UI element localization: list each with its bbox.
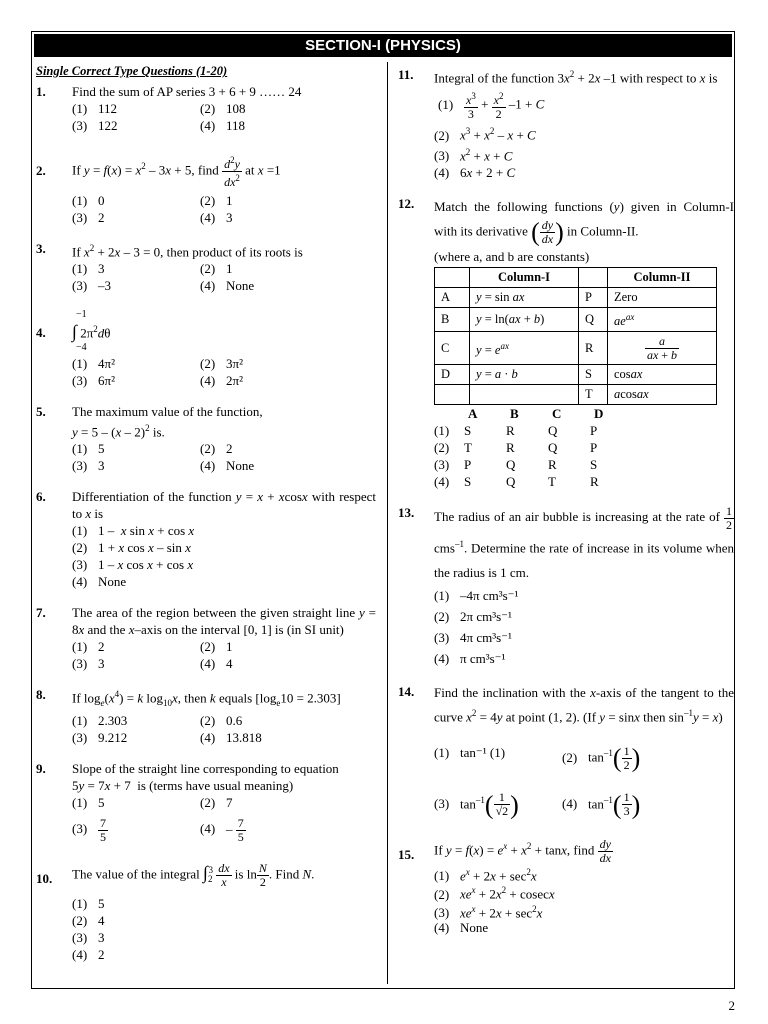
question-13: 13. The radius of an air bubble is increasing at the rate of $\frac{1}{2}$ cms$^{-1}$. Determine the rate of increase in its volume when the radius is 1 cm. (1) –4π cm³s⁻¹ (2) 2π cm³s⁻¹ (3) 4π cm³s⁻¹ (4) π cm³s⁻¹: [398, 504, 734, 669]
answer-header: A B C D: [468, 406, 604, 422]
column-divider: [387, 62, 388, 984]
right-column: [398, 62, 734, 935]
options: (1) tan⁻¹ (1) (2) $\tan^{-1}$( $\frac{1}{2}$ ) (3) $\tan^{-1}$( $\frac{1}{√2}$ ) (4) $\tan^{-1}$( $\frac{1}{3}$ ): [434, 743, 641, 819]
options: (1) 5 (2) 7 (3) $\frac{7}{5}$ (4) – $\frac{7}{5}$: [72, 794, 244, 844]
options: (1) 0 (2) 1 (3) 2 (4) 3: [72, 193, 233, 225]
question-3: 3. If $x^2 + 2x - 3 = 0$, then product of its roots is (1) 3 (2) 1 (3) –3 (4) None: [36, 240, 376, 294]
section-title: SECTION-I (PHYSICS): [34, 34, 732, 57]
question-15: 15. If $y = f(x) = e^x + x^2 + \tan x$, find $\frac{dy}{dx}$ (1) $e^x + 2x + \sec^2x$ (2) $xe^x + 2x^2 + cosecx$ (3) $xe^x + 2x + \sec^2x$ (4) None: [398, 838, 734, 935]
options: (1) 112 (2) 108 (3) 122 (4) 118: [72, 101, 246, 133]
options: (1) 4π² (2) 3π² (3) 6π² (4) 2π²: [72, 355, 243, 388]
page-number: 2: [728, 998, 735, 1013]
options: (1) 1 – x sin x + cos x (2) 1 + x cos x – sin x (3) 1 – x cos x + cos x (4) None: [72, 522, 195, 589]
answer-option-1[interactable]: (1) S R Q P: [434, 423, 598, 439]
answer-option-2[interactable]: (2) T R Q P: [434, 440, 598, 456]
question-2: 2. If $y = f(x) = x^2 - 3x + 5$, find $\frac{d^2y}{dx^2}$ at x =1 (1) 0 (2) 1 (3) 2 (4) 3: [36, 154, 376, 226]
answer-option-4[interactable]: (4) S Q T R: [434, 474, 599, 490]
options: (1) –4π cm³s⁻¹ (2) 2π cm³s⁻¹ (3) 4π cm³s⁻¹ (4) π cm³s⁻¹: [434, 587, 519, 666]
options: (1) 5 (2) 4 (3) 3 (4) 2: [72, 895, 105, 962]
question-9: 9. Slope of the straight line corresponding to equation 5y = 7x + 7 is (terms have usual meaning) (1) 5 (2) 7 (3) $\frac{7}{5}$ (4) – $\frac{7}{5}$: [36, 760, 376, 844]
options: (1) 2 (2) 1 (3) 3 (4) 4: [72, 638, 233, 671]
question-14: 14. Find the inclination with the x-axis of the tangent to the curve $x^2 = 4y$ at point (1, 2). (If y = sinx then $\sin^{-1}y = x$) (1) tan⁻¹ (1) (2) $\tan^{-1}$( $\frac{1}{2}$ ) (3) $\tan^{-1}$( $\frac{1}{√2}$ ) (4) $\tan^{-1}$( $\frac{1}{3}$ ): [398, 683, 734, 822]
question-6: 6. Differentiation of the function y = x + xcosx with respect to x is (1) 1 – x sin x + cos x (2) 1 + x cos x – sin x (3) 1 – x cos x + cos x (4) None: [36, 488, 376, 589]
question-8: 8. If $\log_e(x^4) = k$ $\log_{10}x$, then k equals $[\log_e10 = 2.303]$ (1) 2.303 (2) 0.6 (3) 9.212 (4) 13.818: [36, 686, 376, 746]
left-column: [36, 62, 376, 963]
question-7: 7. The area of the region between the given straight line y = 8x and the x–axis on the interval [0, 1] is (in SI unit) (1) 2 (2) 1 (3) 3 (4) 4: [36, 604, 376, 671]
options: (1) $e^x + 2x + \sec^2x$ (2) $xe^x + 2x^2 + cosecx$ (3) $xe^x + 2x + \sec^2x$ (4) None: [434, 866, 555, 935]
question-12: 12. Match the following functions (y) given in Column-I with its derivative ( $\frac{dy}{dx}$ ) in Column-II. (where a, and b are constants) Column-I Column-II A y = sin ax P Zero B y = ln(ax + b) Q $ae^{ax}$ C $y = e^{ax}$ R $\frac{a}{ax + b}$ D y = a · b S cosax T acosax A B C D (1) S R Q P (2) T R Q P (3) P Q R S (4) S Q T R: [398, 195, 734, 490]
options: (1) 3 (2) 1 (3) –3 (4) None: [72, 261, 255, 294]
options: (1) 2.303 (2) 0.6 (3) 9.212 (4) 13.818: [72, 712, 262, 745]
question-1: 1. Find the sum of AP series 3 + 6 + 9 …… 24 (1) 112 (2) 108 (3) 122 (4) 118: [36, 83, 376, 134]
match-table: Column-I Column-II A y = sin ax P Zero B y = ln(ax + b) Q $ae^{ax}$ C $y = e^{ax}$ R $\frac{a}{ax + b}$ D y = a · b S cosax T acosax: [434, 267, 717, 405]
options: (1) 5 (2) 2 (3) 3 (4) None: [72, 440, 255, 473]
question-5: 5. The maximum value of the function, y = 5 – (x – 2)$^2$ is. (1) 5 (2) 2 (3) 3 (4) None: [36, 403, 376, 474]
options: (1) $\frac{x^3}{3}$ + $\frac{x^2}{2}$ –1 + C (2) $x^3 + x^2 - x + C$ (3) $x^2 + x + C$ (4) 6x + 2 + C: [434, 91, 545, 180]
answer-option-3[interactable]: (3) P Q R S: [434, 457, 598, 473]
question-10: 10. The value of the integral $\int_2^3$ $\frac{dx}{x}$ is ln $\frac{N}{2}$ . Find N. (1) 5 (2) 4 (3) 3 (4) 2: [36, 862, 376, 963]
question-4: 4. −1 ∫ $2\pi^2d\theta$ −4 (1) 4π² (2) 3π² (3) 6π² (4) 2π²: [36, 308, 376, 388]
subheading: Single Correct Type Questions (1-20): [36, 64, 228, 78]
question-11: 11. Integral of the function $3x^2 + 2x$ –1 with respect to x is (1) $\frac{x^3}{3}$ + $\frac{x^2}{2}$ –1 + C (2) $x^3 + x^2 - x + C$ (3) $x^2 + x + C$ (4) 6x + 2 + C: [398, 66, 734, 181]
